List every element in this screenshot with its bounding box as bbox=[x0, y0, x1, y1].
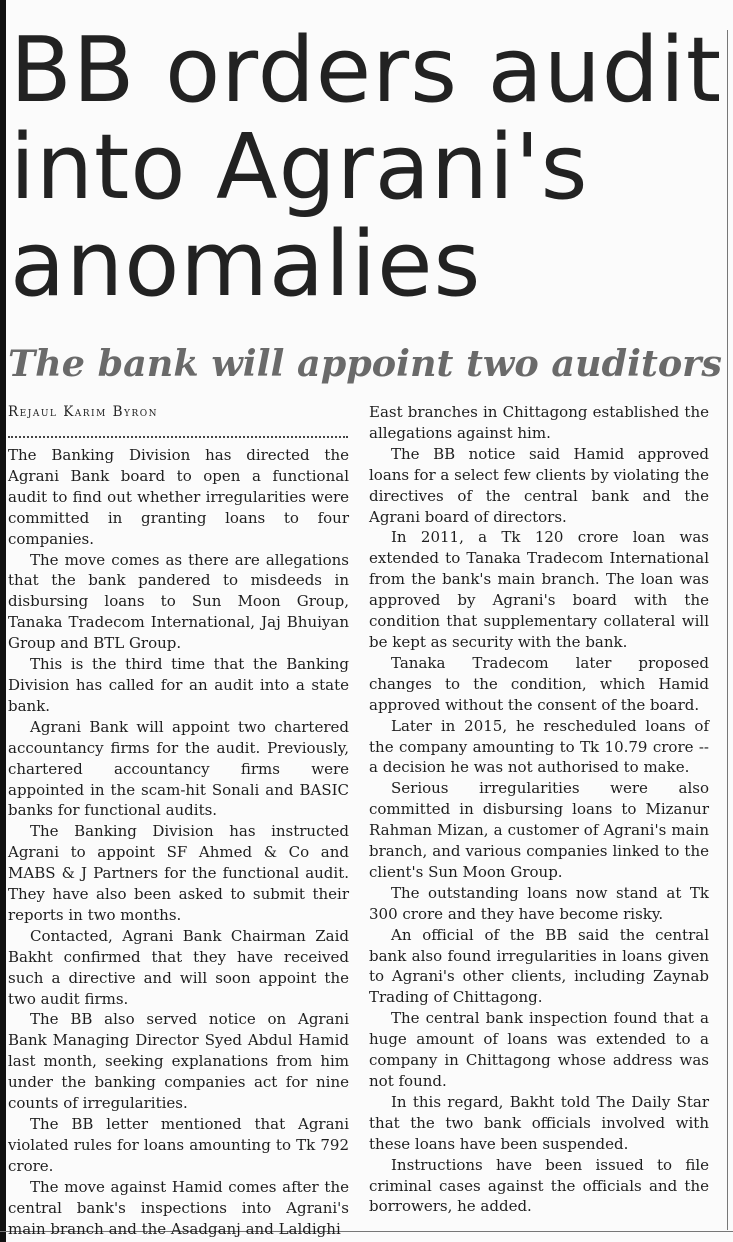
paragraph: The outstanding loans now stand at Tk 300 crore and they have become risky. bbox=[369, 883, 709, 923]
paragraph: The Banking Division has instructed Agrani to appoint SF Ahmed & Co and MABS & J Partners for the functional audit. They have also been asked to submit their reports in two months. bbox=[8, 822, 349, 924]
paragraph: Contacted, Agrani Bank Chairman Zaid Bakht confirmed that they have received such a directive and will soon appoint the two audit firms. bbox=[8, 926, 349, 1008]
paragraph: Later in 2015, he rescheduled loans of the company amounting to Tk 10.79 crore -- a decision he was not authorised to make. bbox=[369, 716, 709, 777]
paragraph: The move against Hamid comes after the central bank's inspections into Agrani's main branch and the Asadganj and Laldighi bbox=[8, 1177, 349, 1238]
paragraph: The BB notice said Hamid approved loans for a select few clients by violating the directives of the central bank and the Agrani board of directors. bbox=[369, 444, 709, 526]
headline: BB orders audit into Agrani's anomalies bbox=[10, 18, 723, 317]
paragraph: The BB also served notice on Agrani Bank Managing Director Syed Abdul Hamid last month, seeking explanations from him under the banking companies act for nine counts of irregularities. bbox=[8, 1010, 349, 1113]
paragraph: In this regard, Bakht told The Daily Star that the two bank officials involved with these loans have been suspended. bbox=[369, 1092, 709, 1153]
byline-divider bbox=[8, 436, 348, 438]
paragraph: Serious irregularities were also committed in disbursing loans to Mizanur Rahman Mizan, a customer of Agrani's main branch, and various companies linked to the client's Sun Moon Group. bbox=[369, 779, 709, 881]
page-left-edge bbox=[0, 0, 6, 1242]
paragraph: The central bank inspection found that a huge amount of loans was extended to a company in Chittagong whose address was not found. bbox=[369, 1009, 709, 1090]
subheadline: The bank will appoint two auditors bbox=[8, 342, 722, 385]
paragraph: Agrani Bank will appoint two chartered accountancy firms for the audit. Previously, chartered accountancy firms were appointed in the scam-hit Sonali and BASIC banks for functional audits. bbox=[8, 717, 349, 820]
paragraph: The BB letter mentioned that Agrani violated rules for loans amounting to Tk 792 crore. bbox=[8, 1115, 349, 1175]
article-column-1 bbox=[8, 445, 349, 1239]
byline: Rejaul Karim Byron bbox=[8, 404, 159, 420]
paragraph: This is the third time that the Banking Division has called for an audit into a state bank. bbox=[8, 655, 349, 715]
paragraph: East branches in Chittagong established the allegations against him. bbox=[369, 403, 709, 442]
column-rule-right bbox=[727, 30, 728, 1230]
paragraph: The move comes as there are allegations that the bank pandered to misdeeds in disbursing loans to Sun Moon Group, Tanaka Tradecom International, Jaj Bhuiyan Group and BTL Group. bbox=[8, 550, 349, 653]
paragraph: In 2011, a Tk 120 crore loan was extended to Tanaka Tradecom International from the bank's main branch. The loan was approved by Agrani's board with the condition that supplementary collateral will be kept as security with the bank. bbox=[369, 528, 709, 651]
paragraph: Instructions have been issued to file criminal cases against the officials and the borrowers, he added. bbox=[369, 1155, 709, 1216]
paragraph: The Banking Division has directed the Agrani Bank board to open a functional audit to find out whether irregularities were committed in granting loans to four companies. bbox=[8, 446, 349, 548]
article-column-2 bbox=[369, 402, 709, 1217]
paragraph: An official of the BB said the central bank also found irregularities in loans given to Agrani's other clients, including Zaynab Trading of Chittagong. bbox=[369, 925, 709, 1007]
paragraph: Tanaka Tradecom later proposed changes to the condition, which Hamid approved without the consent of the board. bbox=[369, 653, 709, 714]
